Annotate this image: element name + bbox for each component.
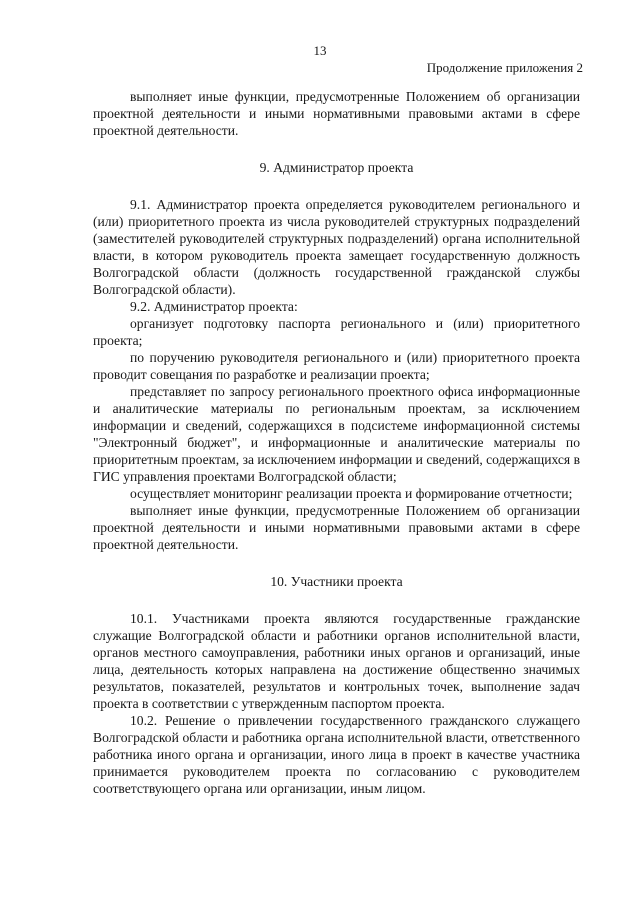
section-heading-10: 10. Участники проекта — [270, 574, 403, 589]
paragraph-10-1: 10.1. Участниками проекта являются государственные гражданские служащие Волгоградской области и работники органов исполнительной власти, органов местного самоуправления, работники иных органов и организаций, иные лица, деятельность которых направлена на достижение общественно значимых результатов, показателей, результатов и контрольных точек, выполнение задач проекта в соответствии с утвержденным паспортом проекта. — [93, 611, 580, 711]
paragraph-9-2: 9.2. Администратор проекта: — [130, 299, 298, 314]
paragraph-meetings: по поручению руководителя регионального и (или) приоритетного проекта проводит совещания по разработке и реализации проекта; — [93, 350, 580, 382]
paragraph-9-1: 9.1. Администратор проекта определяется руководителем регионального и (или) приоритетного проекта из числа руководителей структурных подразделений (заместителей руководителей структурных подразделений) органа исполнительной власти, в котором руководитель проекта замещает государственную должность Волгоградской области (должность государственной гражданской службы Волгоградской области). — [93, 197, 580, 297]
paragraph-other-functions-continued: выполняет иные функции, предусмотренные Положением об организации проектной деятельности и иными нормативными правовыми актами в сфере проектной деятельности. — [93, 89, 580, 138]
page-number: 13 — [313, 43, 327, 58]
document-body — [93, 88, 580, 797]
paragraph-other-functions: выполняет иные функции, предусмотренные Положением об организации проектной деятельности и иными нормативными правовыми актами в сфере проектной деятельности. — [93, 503, 580, 552]
section-heading-9: 9. Администратор проекта — [259, 160, 414, 175]
paragraph-10-2: 10.2. Решение о привлечении государственного гражданского служащего Волгоградской области и работника органа исполнительной власти, ответственного работника иного органа и организации, иного лица в проект в качестве участника принимается руководителем проекта по согласованию с руководителем соответствующего органа или организации, иным лицом. — [93, 713, 580, 796]
paragraph-presents-materials: представляет по запросу регионального проектного офиса информационные и аналитические материалы по региональным проектам, за исключением информации и сведений, содержащихся в подсистеме информационной системы "Электронный бюджет", и информационные и аналитические материалы по приоритетным проектам, за исключением информации и сведений, содержащихся в ГИС управления проектами Волгоградской области; — [93, 384, 581, 484]
paragraph-monitoring: осуществляет мониторинг реализации проекта и формирование отчетности; — [130, 486, 573, 501]
appendix-continuation-note: Продолжение приложения 2 — [426, 60, 583, 75]
paragraph-organizes-passport: организует подготовку паспорта регионального и (или) приоритетного проекта; — [93, 316, 580, 348]
